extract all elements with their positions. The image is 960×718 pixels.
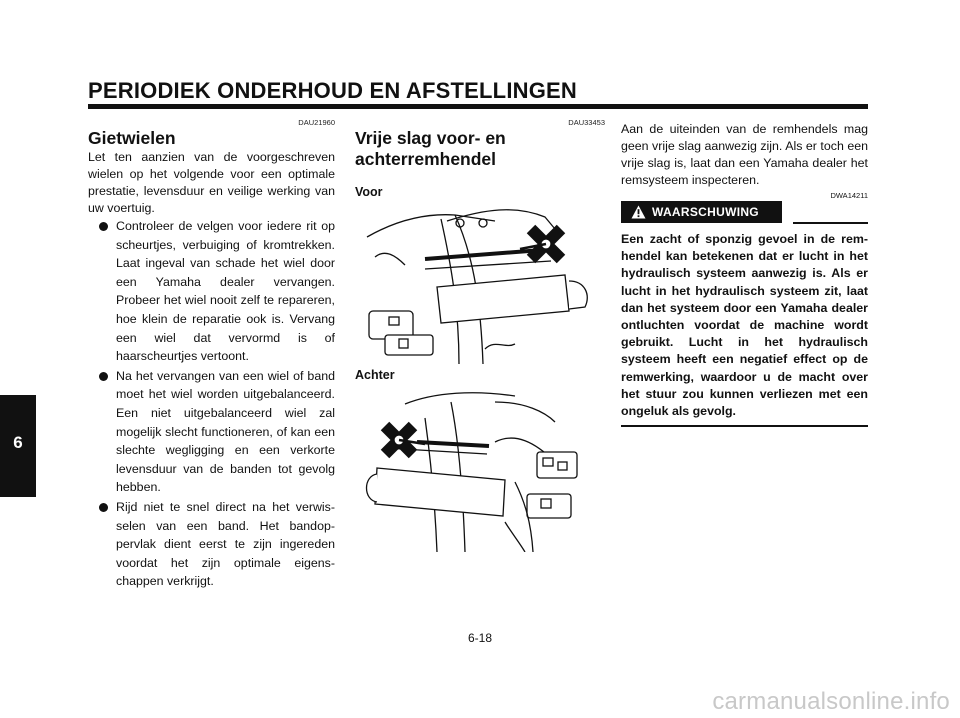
warning-code: DWA14211 [830,191,868,200]
bullet-icon [99,222,108,231]
front-brake-lever-illustration [355,199,595,364]
brake-intro: Aan de uiteinden van de remhendels mag geen vrije slag aanwezig zijn. Als er toch een vrije slag is, laat dan een Yamaha dealer het remsysteem inspecteren. [621,122,868,187]
bullet-icon [99,503,108,512]
watermark: carmanualsonline.info [712,688,950,715]
warning-label: WAARSCHUWING [652,205,759,219]
chapter-tab [0,395,36,497]
warning-end-rule [621,425,868,427]
section-heading-wheels: Gietwielen [88,128,176,148]
label-front: Voor [355,185,383,199]
column-brake-lever [355,118,605,552]
column-wheels [88,118,335,592]
warning-badge [621,201,782,223]
warning-triangle-icon [631,205,646,219]
chapter-tab-number: 6 [13,433,23,452]
list-item: Na het vervangen van een wiel of band moet het wiel worden uitgebalanceerd. Een niet uitgebalanceerd wiel zal mogelijk slecht functioneren, of kan een slechte wegligging en een verkorte levensduur van de banden tot gevolg hebben. [88,367,335,497]
bullet-icon [99,372,108,381]
warning-rule [793,222,868,224]
warning-header [621,201,868,223]
wheels-intro: Let ten aanzien van de voorgeschreven wielen op het volgende voor een optimale prestatie, levensduur en veilige werking van uw voertuig. [88,150,335,215]
page-number: 6-18 [467,631,493,645]
page-header-title: PERIODIEK ONDERHOUD EN AFSTELLINGEN [88,78,577,103]
label-rear: Achter [355,368,395,382]
section-code: DAU21960 [298,118,335,127]
warning-text: Een zacht of sponzig gevoel in de remhendel kan betekenen dat er lucht in het hydraulisch systeem aanwezig is. Als er lucht in het hydraulisch systeem zit, laat dan het systeem door een Yamaha dealer ontluchten voordat de machine wordt gebruikt. Lucht in het hydraulisch systeem heeft een negatief effect op de remwerking, waardoor u de macht over het stuur zou kunnen verliezen met een ongeluk als gevolg. [621,232,868,419]
list-item: Controleer de velgen voor iedere rit op scheurtjes, verbuiging of kromtrekken. Laat ingeval van schade het wiel door een Yamaha dealer vervangen. Probeer het wiel nooit zelf te repareren, hoe klein de reparatie ook is. Vervang een wiel dat vervormd is of haarscheurtjes vertoont. [88,217,335,366]
list-item: Rijd niet te snel direct na het verwisselen van een band. Het bandoppervlak dient eerst te zijn ingereden voordat het zijn optimale eigenschappen verkrijgt. [88,498,335,591]
column-warning [621,121,868,427]
rear-brake-lever-illustration [355,382,595,552]
section-code: DAU33453 [568,118,605,127]
header-rule [88,104,868,109]
wheels-bullet-list [88,217,335,591]
section-heading-brake-lever: Vrije slag voor- en achterremhendel [355,128,506,169]
